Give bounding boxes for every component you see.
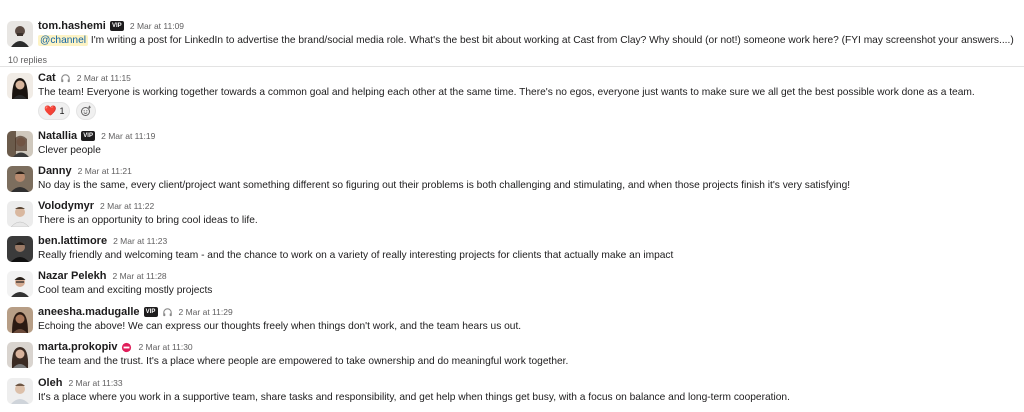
message-text: No day is the same, every client/project want something different so figuring out their problems is both challenging and stimulating, and when those projects finish it's very satisfying! (38, 180, 851, 191)
avatar[interactable] (7, 236, 33, 262)
message-text (38, 34, 1014, 48)
add-emoji-icon (80, 105, 92, 117)
message-text: The team! Everyone is working together towards a common goal and helping each other at the same time. There's no egos, everyone just wants to make sure we all get the best possible work done as a team. (38, 87, 975, 98)
message-text: There is an opportunity to bring cool ideas to life. (38, 215, 258, 226)
vip-badge: VIP (81, 131, 95, 141)
message-text: The team and the trust. It's a place where people are empowered to take ownership and do meaningful work together. (38, 356, 569, 367)
avatar[interactable] (7, 271, 33, 297)
author-name[interactable]: aneesha.madugalle (38, 306, 140, 318)
author-name[interactable]: Cat (38, 72, 56, 84)
message-text: It's a place where you work in a supportive team, share tasks and responsibility, and get help when things get busy, with a focus on balance and long-term cooperation. (38, 392, 790, 403)
reaction-count: 1 (59, 106, 65, 116)
timestamp[interactable]: 2 Mar at 11:28 (112, 271, 167, 281)
channel-mention[interactable]: @channel (40, 35, 87, 46)
author-name[interactable]: ben.lattimore (38, 235, 108, 247)
author-name[interactable]: Volodymyr (38, 200, 95, 212)
timestamp[interactable]: 2 Mar at 11:33 (68, 378, 123, 388)
author-name[interactable]: Nazar Pelekh (38, 270, 107, 282)
replies-count[interactable]: 10 replies (8, 55, 48, 65)
heart-icon: ❤️ (44, 105, 57, 117)
no-entry-icon (121, 342, 132, 353)
avatar[interactable] (7, 73, 33, 99)
avatar[interactable] (7, 21, 33, 47)
author-name[interactable]: marta.prokopiv (38, 341, 118, 353)
timestamp[interactable]: 2 Mar at 11:23 (113, 236, 168, 246)
timestamp[interactable]: 2 Mar at 11:19 (101, 131, 156, 141)
timestamp[interactable]: 2 Mar at 11:22 (100, 201, 155, 211)
timestamp[interactable]: 2 Mar at 11:30 (138, 342, 193, 352)
avatar[interactable] (7, 166, 33, 192)
avatar[interactable] (7, 201, 33, 227)
divider (0, 66, 1024, 67)
message-text: Cool team and exciting mostly projects (38, 285, 213, 296)
author-name[interactable]: Natallia (38, 130, 78, 142)
vip-badge: VIP (144, 307, 158, 317)
author-name[interactable]: Oleh (38, 377, 63, 389)
avatar[interactable] (7, 342, 33, 368)
avatar[interactable] (7, 131, 33, 157)
headphones-icon (60, 73, 71, 84)
avatar[interactable] (7, 378, 33, 404)
add-reaction-button[interactable] (76, 102, 96, 120)
timestamp[interactable]: 2 Mar at 11:29 (178, 307, 233, 317)
timestamp[interactable]: 2 Mar at 11:09 (129, 21, 185, 31)
message-text: Really friendly and welcoming team - and the chance to work on a variety of really interesting projects for clients that actually make an impact (38, 250, 674, 261)
author-name[interactable]: Danny (38, 165, 72, 177)
avatar[interactable] (7, 307, 33, 333)
headphones-icon (162, 307, 173, 318)
message-body: I'm writing a post for LinkedIn to advertise the brand/social media role. What's the best bit about working at Cast from Clay? Why should (or not!) someone work here? (FYI may screenshot your answers....) (88, 35, 1014, 46)
author-name[interactable]: tom.hashemi (38, 20, 106, 32)
message-text: Echoing the above! We can express our thoughts freely when things don't work, and the team hears us out. (38, 321, 522, 332)
vip-badge: VIP (110, 21, 124, 31)
message-text: Clever people (38, 145, 101, 156)
heart-reaction[interactable] (38, 102, 70, 120)
timestamp[interactable]: 2 Mar at 11:21 (77, 166, 132, 176)
timestamp[interactable]: 2 Mar at 11:15 (76, 73, 131, 83)
